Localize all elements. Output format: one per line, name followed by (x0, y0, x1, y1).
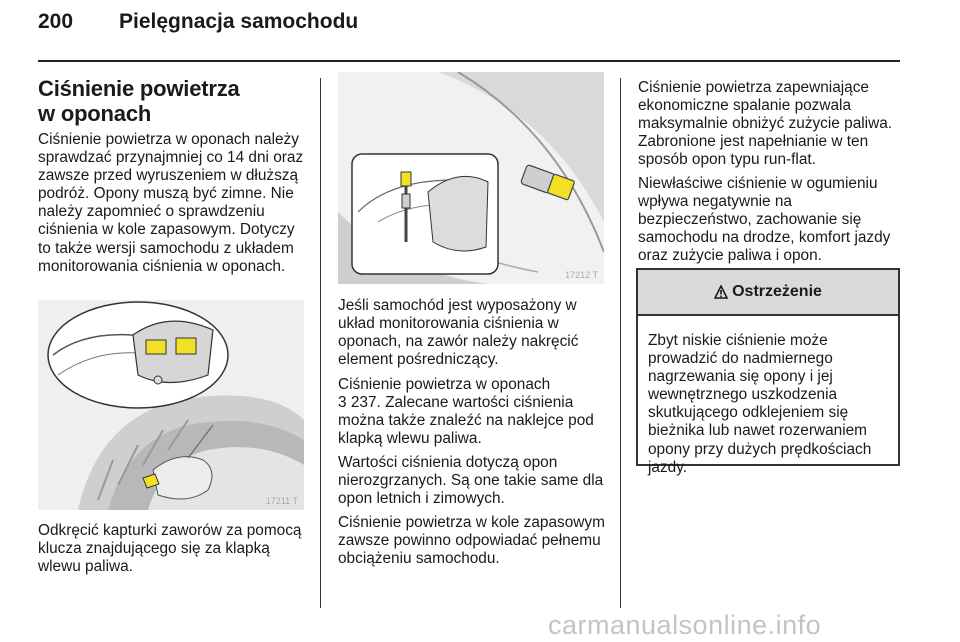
warning-box (636, 268, 900, 476)
section-title-line2: w oponach (38, 101, 152, 126)
column-divider-right (620, 78, 621, 608)
safety-paragraph: Niewłaściwe ciśnienie w ogumieniu wpływa negatywnie na bezpieczeństwo, zachowanie się samochodu na drodze, komfort jazdy oraz zużycie paliwa i opon. (638, 175, 891, 265)
warning-title: Ostrzeżenie (732, 283, 822, 300)
section-title (38, 76, 308, 126)
adapter-illustration (338, 72, 604, 284)
header-rule (38, 60, 900, 62)
spare-wheel-paragraph: Ciśnienie powietrza w kole zapasowym zawsze powinno odpowiadać pełnemu obciążeniu samochodu. (338, 514, 605, 568)
adapter-paragraph: Jeśli samochód jest wyposażony w układ monitorowania ciśnienia w oponach, na zawór należy nakręcić element pośredniczący. (338, 297, 579, 369)
figure-number: 17212 T (565, 270, 598, 280)
economy-paragraph: Ciśnienie powietrza zapewniające ekonomiczne spalanie pozwala maksymalnie obniżyć zużycie paliwa. Zabronione jest napełnianie w ten sposób opon typu run-flat. (638, 79, 893, 169)
pressure-reference-prefix: Ciśnienie powietrza w oponach (338, 376, 551, 393)
figure-valve-cap-removal (38, 300, 304, 510)
watermark: carmanualsonline.info (548, 610, 822, 640)
page-number: 200 (38, 10, 74, 33)
page-reference-arrow-icon: 3 (338, 394, 347, 412)
column-divider-left (320, 78, 321, 608)
figure-caption: Odkręcić kapturki zaworów za pomocą klucza znajdującego się za klapką wlewu paliwa. (38, 522, 302, 576)
figure-pressure-adapter (338, 72, 604, 284)
intro-paragraph: Ciśnienie powietrza w oponach należy sprawdzać przynajmniej co 14 dni oraz zawsze przed wyruszeniem w dłuższą podróż. Opony muszą być zimne. Nie należy zapomnieć o sprawdzeniu ciśnienia w kole zapasowym. Dotyczy to także wersji samochodu z układem monitorowania ciśnienia w oponach. (38, 131, 304, 275)
valve-cap-illustration (38, 300, 304, 510)
chapter-title: Pielęgnacja samochodu (119, 10, 359, 33)
warning-triangle-icon (714, 285, 728, 299)
figure-number: 17211 T (265, 496, 298, 506)
warning-text: Zbyt niskie ciśnienie może prowadzić do nadmiernego nagrzewania się opony i jej wewnętrznego uszkodzenia skutkującego odklejeniem się bieżnika lub nawet rozerwaniem opony przy dużych prędkościach jazdy. (648, 332, 872, 476)
cold-tire-paragraph: Wartości ciśnienia dotyczą opon nierozgrzanych. Są one takie same dla opon letnich i zimowych. (338, 454, 604, 508)
pressure-reference-paragraph (338, 376, 608, 448)
section-title-line1: Ciśnienie powietrza (38, 76, 240, 101)
warning-header (638, 270, 898, 316)
pressure-reference-rest: 237. Zalecane wartości ciśnienia można także znaleźć na naklejce pod klapką wlewu paliwa. (338, 394, 594, 448)
